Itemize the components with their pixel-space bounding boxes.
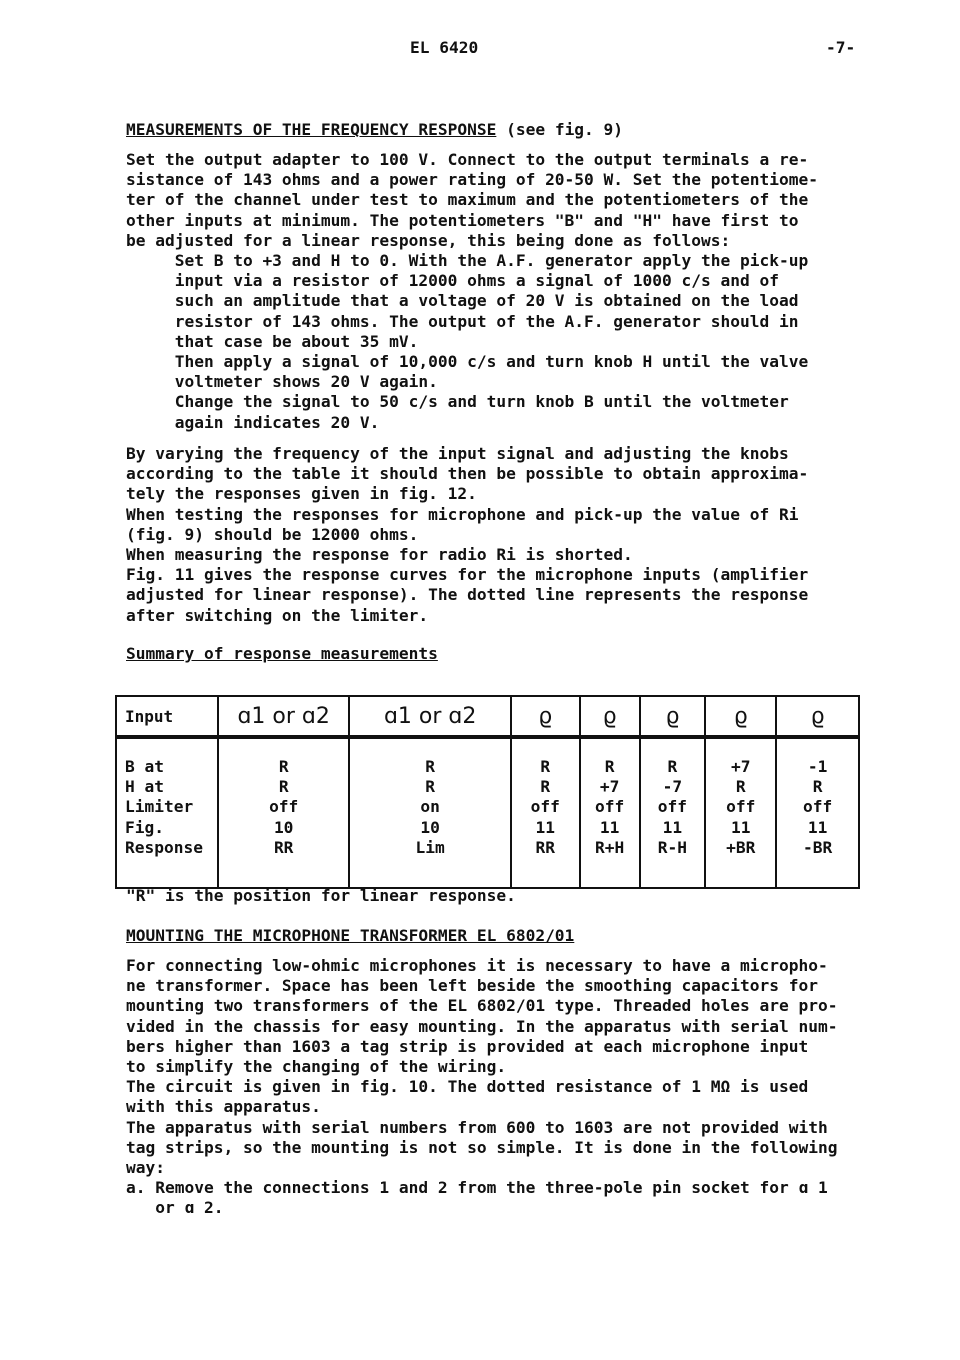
text-line: ne transformer. Space has been left beside the smoothing capacitors for [126,976,818,996]
text-line: When testing the responses for microphone and pick-up the value of Ri [126,504,799,524]
header-pickup: ϱ [511,696,580,737]
table-cell: R +7 off 11 R+H [580,737,640,888]
text-line: Then apply a signal of 10,000 c/s and turn knob H until the valve [126,352,809,371]
text-line: The apparatus with serial numbers from 600 to 1603 are not provided with [126,1117,828,1137]
table-row [116,737,859,888]
text-line: (fig. 9) should be 12000 ohms. [126,524,419,544]
text-line: ter of the channel under test to maximum and the potentiometers of the [126,190,809,210]
table-cell: R R off 11 RR [511,737,580,888]
text-line: resistor of 143 ohms. The output of the A.F. generator should in [126,311,799,331]
header-pickup: ϱ [776,696,859,737]
text-line: The circuit is given in fig. 10. The dotted resistance of 1 MΩ is used [126,1077,809,1097]
text-line: adjusted for linear response). The dotted line represents the response [126,585,809,605]
text-line: By varying the frequency of the input signal and adjusting the knobs [126,444,789,463]
text-line: mounting two transformers of the EL 6802/01 type. Threaded holes are pro- [126,996,838,1016]
text-line: Set B to +3 and H to 0. With the A.F. generator apply the pick-up [126,251,809,270]
header-pickup: ϱ [705,696,776,737]
text-line: or ɑ 2. [126,1198,224,1218]
summary-heading: Summary of response measurements [126,644,438,663]
summary-table [115,695,860,889]
text-line: a. Remove the connections 1 and 2 from the three-pole pin socket for ɑ 1 [126,1178,828,1198]
header-pickup: ϱ [640,696,706,737]
table-cell: +7 R off 11 +BR [705,737,776,888]
header-mic: ɑ1 or ɑ2 [218,696,350,737]
table-note: "R" is the position for linear response. [126,886,516,905]
table-cell: -1 R off 11 -BR [776,737,859,888]
table-cell: R -7 off 11 R-H [640,737,706,888]
text-line: input via a resistor of 12000 ohms a signal of 1000 c/s and of [126,271,779,291]
row-labels: B at H at Limiter Fig. Response [116,737,218,888]
text-line: after switching on the limiter. [126,605,429,625]
text-line: such an amplitude that a voltage of 20 V is obtained on the load [126,291,799,311]
text-line: again indicates 20 V. [126,412,380,432]
text-line: vided in the chassis for easy mounting. In the apparatus with serial num- [126,1016,838,1036]
text-line: with this apparatus. [126,1097,321,1117]
text-line: tag strips, so the mounting is not so simple. It is done in the following [126,1137,838,1157]
heading-suffix: (see fig. 9) [496,120,624,139]
text-line: according to the table it should then be possible to obtain approxima- [126,464,809,484]
text-line: When measuring the response for radio Ri is shorted. [126,545,633,564]
table-cell: R R on 10 Lim [349,737,510,888]
header-pickup: ϱ [580,696,640,737]
text-line: Set the output adapter to 100 V. Connect to the output terminals a re- [126,150,809,169]
text-line: voltmeter shows 20 V again. [126,372,438,392]
page-number: -7- [826,38,856,57]
header-input: Input [116,696,218,737]
header-mic: ɑ1 or ɑ2 [349,696,510,737]
text-line: Change the signal to 50 c/s and turn knob B until the voltmeter [126,392,789,412]
text-line: that case be about 35 mV. [126,331,419,351]
text-line: bers higher than 1603 a tag strip is provided at each microphone input [126,1036,809,1056]
text-line: be adjusted for a linear response, this being done as follows: [126,230,731,250]
text-line: For connecting low-ohmic microphones it is necessary to have a micropho- [126,956,828,975]
heading-text: MEASUREMENTS OF THE FREQUENCY RESPONSE [126,120,497,139]
section-heading [126,120,623,139]
text-line: sistance of 143 ohms and a power rating of 20-50 W. Set the potentiome- [126,170,818,190]
text-line: to simplify the changing of the wiring. [126,1057,507,1076]
text-line: way: [126,1158,165,1177]
text-line: tely the responses given in fig. 12. [126,484,477,504]
document-id: EL 6420 [410,38,479,57]
section2-heading: MOUNTING THE MICROPHONE TRANSFORMER EL 6802/01 [126,926,575,945]
text-line: Fig. 11 gives the response curves for the microphone inputs (amplifier [126,565,809,585]
text-line: other inputs at minimum. The potentiometers "B" and "H" have first to [126,210,799,230]
table-cell: R R off 10 RR [218,737,350,888]
